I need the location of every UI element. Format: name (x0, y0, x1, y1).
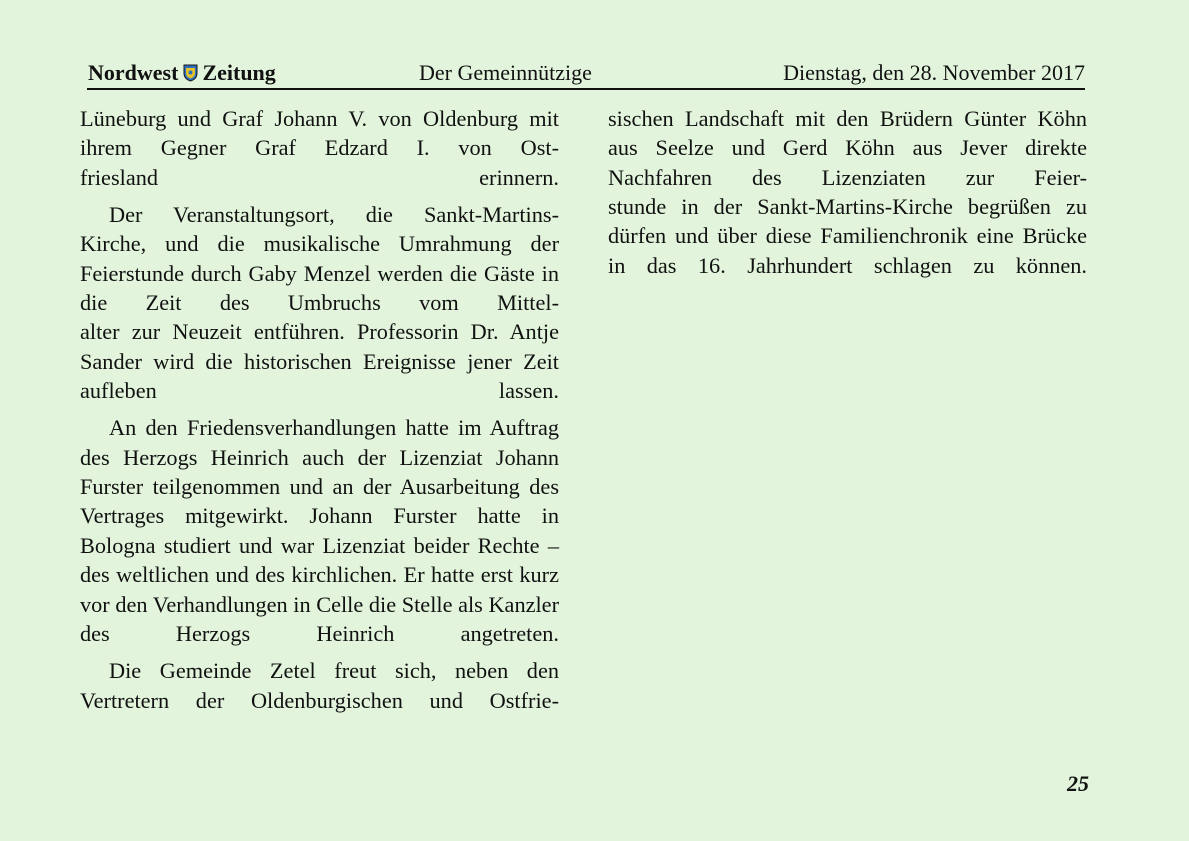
publication-date: Dienstag, den 28. November 2017 (783, 60, 1085, 85)
paragraph: Der Veranstaltungsort, die Sankt-Martins- Kirche, und die musikalische Umrahmung der Feierstunde durch Gaby Menzel werden die Gäste in die Zeit des Umbruchs vom Mittel- alter zur Neuzeit entführen. Professorin Dr. Antje Sander wird die historischen Ereignisse jener Zeit aufleben lassen. (80, 202, 559, 404)
paragraph: Die Gemeinde Zetel freut sich, neben den Vertretern der Oldenburgischen und Ostfrie- (80, 658, 559, 713)
paragraph: An den Friedensverhandlungen hatte im Auftrag des Herzogs Heinrich auch der Lizenziat Johann Furster teilgenommen und an der Ausarbeitung des Vertrages mitgewirkt. Johann Furster hatte in Bologna studiert und war Lizenziat beider Rechte – des weltlichen und des kirchlichen. Er hatte erst kurz vor den Verhandlungen in Celle die Stelle als Kanzler des Herzogs Heinrich angetreten. (80, 415, 559, 646)
paragraph: Lüneburg und Graf Johann V. von Oldenburg mit ihrem Gegner Graf Edzard I. von Ost- friesland erinnern. (80, 106, 559, 190)
coat-of-arms-icon (183, 64, 198, 82)
logo-word-left: Nordwest (88, 60, 179, 85)
publication-section: Der Gemeinnützige (419, 60, 592, 85)
page-header (87, 58, 1085, 90)
text-column-left (80, 104, 559, 723)
logo-word-right: Zeitung (202, 60, 276, 85)
paragraph: sischen Landschaft mit den Brüdern Günter Köhn aus Seelze und Gerd Köhn aus Jever direkte Nachfahren des Lizenziaten zur Feier- stunde in der Sankt-Martins-Kirche begrüßen zu dürfen und über diese Familienchronik eine Brücke in das 16. Jahrhundert schlagen zu können. (608, 106, 1087, 278)
text-column-right (608, 104, 1087, 288)
page-number: 25 (1067, 771, 1089, 796)
newspaper-logo (88, 61, 276, 85)
